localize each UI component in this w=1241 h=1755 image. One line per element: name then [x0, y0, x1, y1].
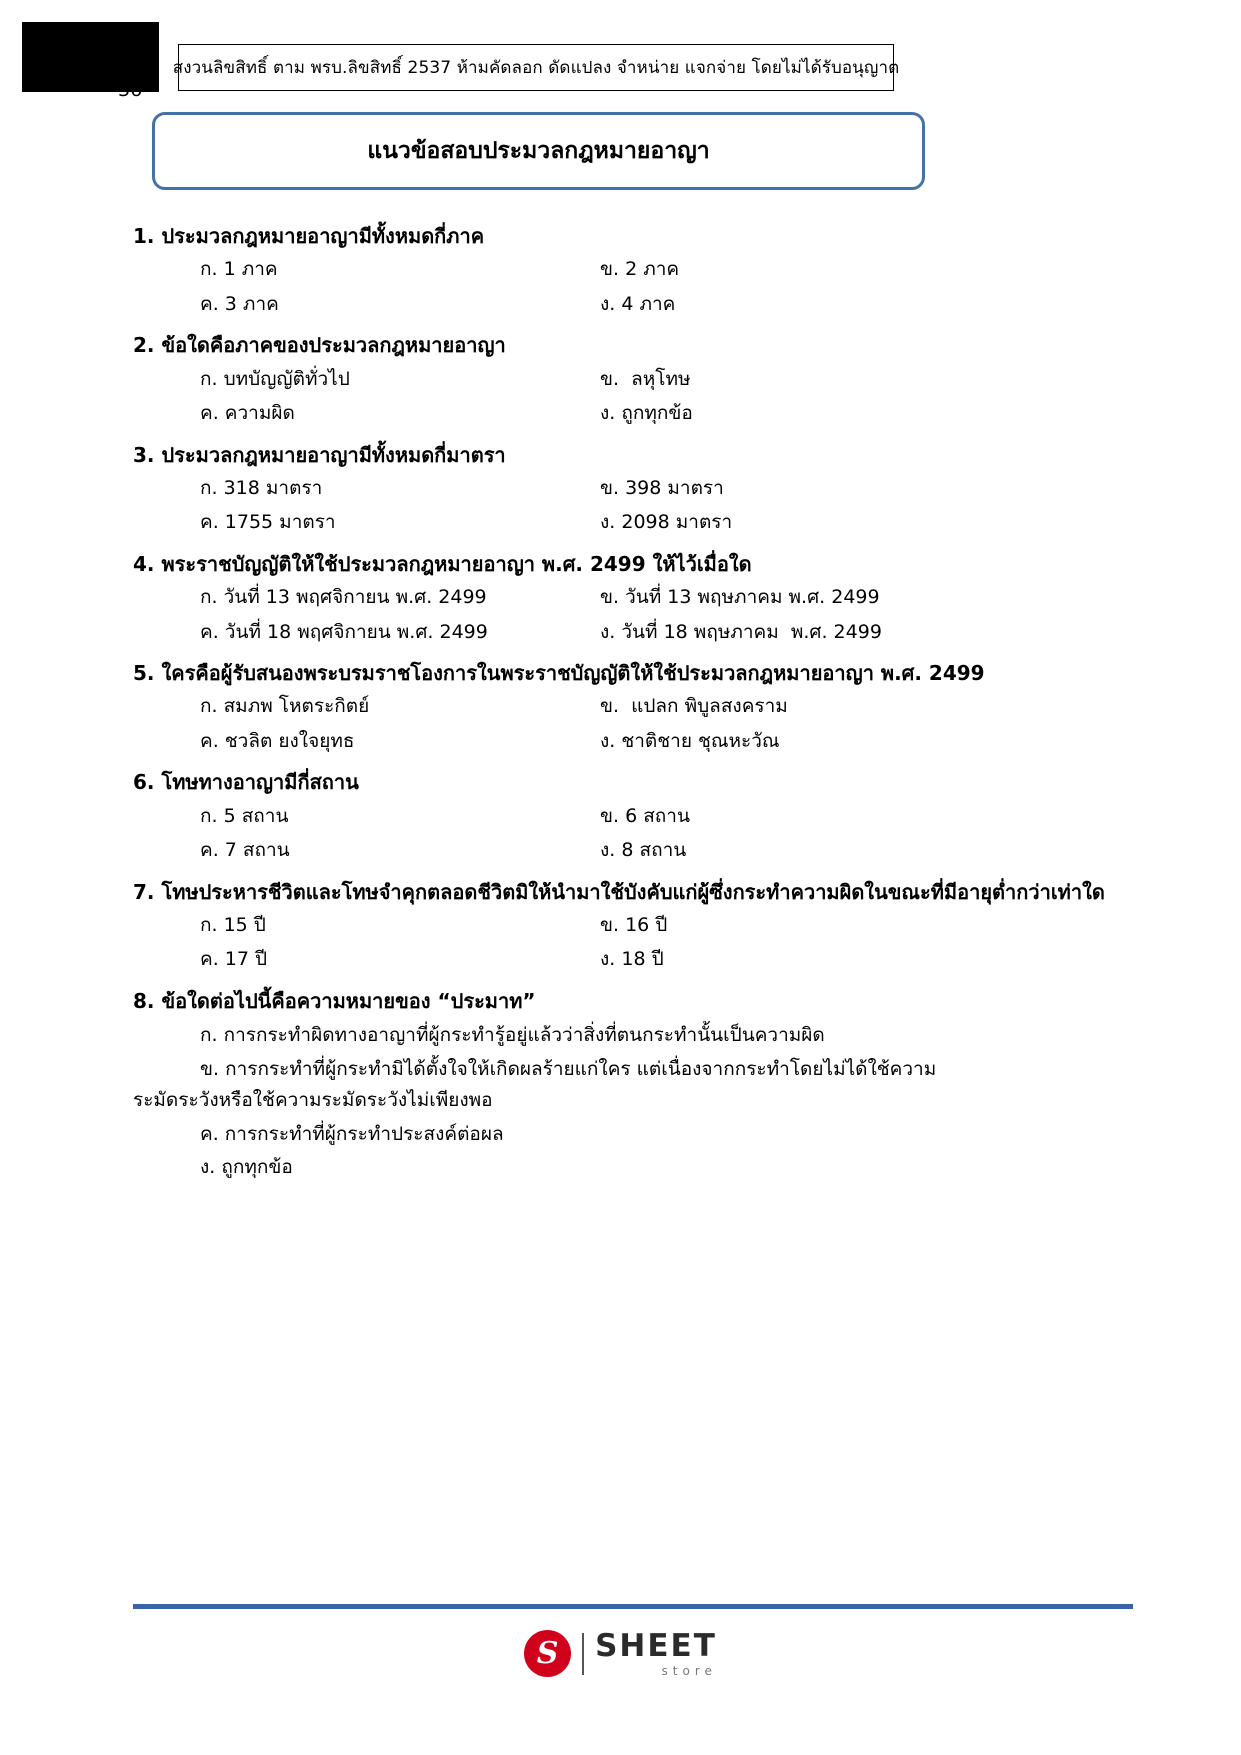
choice-line: ก. การกระทำผิดทางอาญาที่ผู้กระทำรู้อยู่แล้วว่าสิ่งที่ตนกระทำนั้นเป็นความผิด: [200, 1024, 825, 1047]
brand-wordmark: [595, 1627, 717, 1678]
question-text: 2. ข้อใดคือภาคของประมวลกฎหมายอาญา: [133, 333, 506, 358]
choice-line: ง. ถูกทุกข้อ: [200, 1156, 293, 1179]
question-item: [133, 985, 1133, 1183]
choice-option[interactable]: ก. วันที่ 13 พฤศจิกายน พ.ศ. 2499: [200, 586, 487, 609]
question-item: [133, 439, 1133, 538]
choice-option[interactable]: ค. 17 ปี: [200, 948, 268, 971]
brand-subtitle: store: [661, 1663, 717, 1678]
question-text: 7. โทษประหารชีวิตและโทษจำคุกตลอดชีวิตมิให้นำมาใช้บังคับแก่ผู้ซึ่งกระทำความผิดในขณะที่มีอายุต่ำกว่าเท่าใด: [133, 879, 1105, 904]
choices-group: [133, 583, 1133, 647]
choice-option[interactable]: ง. 8 สถาน: [600, 839, 687, 862]
footer-logo: [0, 1627, 1241, 1678]
choice-option[interactable]: ค. 7 สถาน: [200, 839, 290, 862]
choice-option[interactable]: ง. วันที่ 18 พฤษภาคม พ.ศ. 2499: [600, 620, 882, 643]
question-item: [133, 766, 1133, 865]
choice-option[interactable]: ง. ชาติชาย ชุณหะวัณ: [600, 729, 780, 752]
question-text: 4. พระราชบัญญัติให้ใช้ประมวลกฎหมายอาญา พ.ศ. 2499 ให้ไว้เมื่อใด: [133, 551, 752, 576]
choice-option[interactable]: ง. ถูกทุกข้อ: [600, 402, 693, 425]
choices-group: [133, 255, 1133, 319]
choice-option[interactable]: ก. 5 สถาน: [200, 804, 289, 827]
choice-option[interactable]: ก. สมภพ โหตระกิตย์: [200, 695, 370, 718]
choice-option[interactable]: ข. 398 มาตรา: [600, 476, 724, 499]
choices-group: [133, 692, 1133, 756]
choice-option[interactable]: [133, 1054, 1133, 1116]
choice-option[interactable]: ง. 2098 มาตรา: [600, 511, 733, 534]
choice-line: ค. การกระทำที่ผู้กระทำประสงค์ต่อผล: [200, 1122, 504, 1145]
page-title: แนวข้อสอบประมวลกฎหมายอาญา: [367, 138, 710, 164]
question-item: [133, 329, 1133, 428]
choice-option[interactable]: ค. วันที่ 18 พฤศจิกายน พ.ศ. 2499: [200, 620, 488, 643]
question-text: 8. ข้อใดต่อไปนี้คือความหมายของ “ประมาท”: [133, 988, 536, 1013]
page-header: [0, 22, 1241, 101]
choice-line: ข. การกระทำที่ผู้กระทำมิได้ตั้งใจให้เกิดผลร้ายแก่ใคร แต่เนื่องจากกระทำโดยไม่ได้ใช้ความ: [200, 1058, 937, 1081]
choice-option[interactable]: ข. 6 สถาน: [600, 804, 690, 827]
question-item: [133, 548, 1133, 647]
choice-option[interactable]: [200, 1152, 1133, 1183]
choice-option[interactable]: ค. 1755 มาตรา: [200, 511, 336, 534]
choice-option[interactable]: [200, 1119, 1133, 1150]
choice-option[interactable]: ก. 15 ปี: [200, 913, 266, 936]
choice-option[interactable]: ก. บทบัญญัติทั่วไป: [200, 367, 350, 390]
choice-option[interactable]: ค. ชวลิต ยงใจยุทธ: [200, 729, 355, 752]
choice-option[interactable]: ค. ความผิด: [200, 402, 295, 425]
choice-option[interactable]: ง. 18 ปี: [600, 948, 664, 971]
choices-group: [133, 911, 1133, 975]
choice-option[interactable]: ข. 16 ปี: [600, 913, 668, 936]
copyright-box: [172, 44, 900, 91]
choices-group: [133, 365, 1133, 429]
exam-title-box: [152, 112, 925, 190]
question-item: [133, 220, 1133, 319]
choice-option[interactable]: ข. 2 ภาค: [600, 258, 680, 281]
brand-name: SHEET: [595, 1627, 717, 1664]
choice-line-continued: ระมัดระวังหรือใช้ความระมัดระวังไม่เพียงพอ: [133, 1088, 493, 1111]
choices-group: [133, 802, 1133, 866]
copyright-text: สงวนลิขสิทธิ์ ตาม พรบ.ลิขสิทธิ์ 2537 ห้ามคัดลอก ดัดแปลง จำหน่าย แจกจ่าย โดยไม่ได้รับอนุญาต: [172, 58, 900, 78]
choices-group: [133, 1020, 1133, 1183]
question-item: [133, 657, 1133, 756]
choice-option[interactable]: ข. ลหุโทษ: [600, 367, 691, 390]
question-text: 5. ใครคือผู้รับสนองพระบรมราชโองการในพระราชบัญญัติให้ใช้ประมวลกฎหมายอาญา พ.ศ. 2499: [133, 661, 985, 686]
question-text: 1. ประมวลกฎหมายอาญามีทั้งหมดกี่ภาค: [133, 224, 485, 248]
question-item: [133, 876, 1133, 975]
footer-divider: [133, 1604, 1133, 1609]
choices-group: [133, 474, 1133, 538]
logo-divider: [582, 1633, 584, 1675]
questions-container: [133, 220, 1133, 1193]
choice-option[interactable]: ก. 318 มาตรา: [200, 476, 323, 499]
question-text: 3. ประมวลกฎหมายอาญามีทั้งหมดกี่มาตรา: [133, 442, 506, 467]
choice-option[interactable]: ค. 3 ภาค: [200, 292, 279, 315]
page-number: 36: [118, 79, 143, 101]
sheet-logo-icon: S: [524, 1630, 571, 1677]
choice-option[interactable]: ง. 4 ภาค: [600, 292, 676, 315]
question-text: 6. โทษทางอาญามีกี่สถาน: [133, 770, 359, 795]
choice-option[interactable]: ข. แปลก พิบูลสงคราม: [600, 695, 788, 718]
choice-option[interactable]: [200, 1020, 1133, 1051]
choice-option[interactable]: ข. วันที่ 13 พฤษภาคม พ.ศ. 2499: [600, 586, 880, 609]
choice-option[interactable]: ก. 1 ภาค: [200, 258, 278, 281]
